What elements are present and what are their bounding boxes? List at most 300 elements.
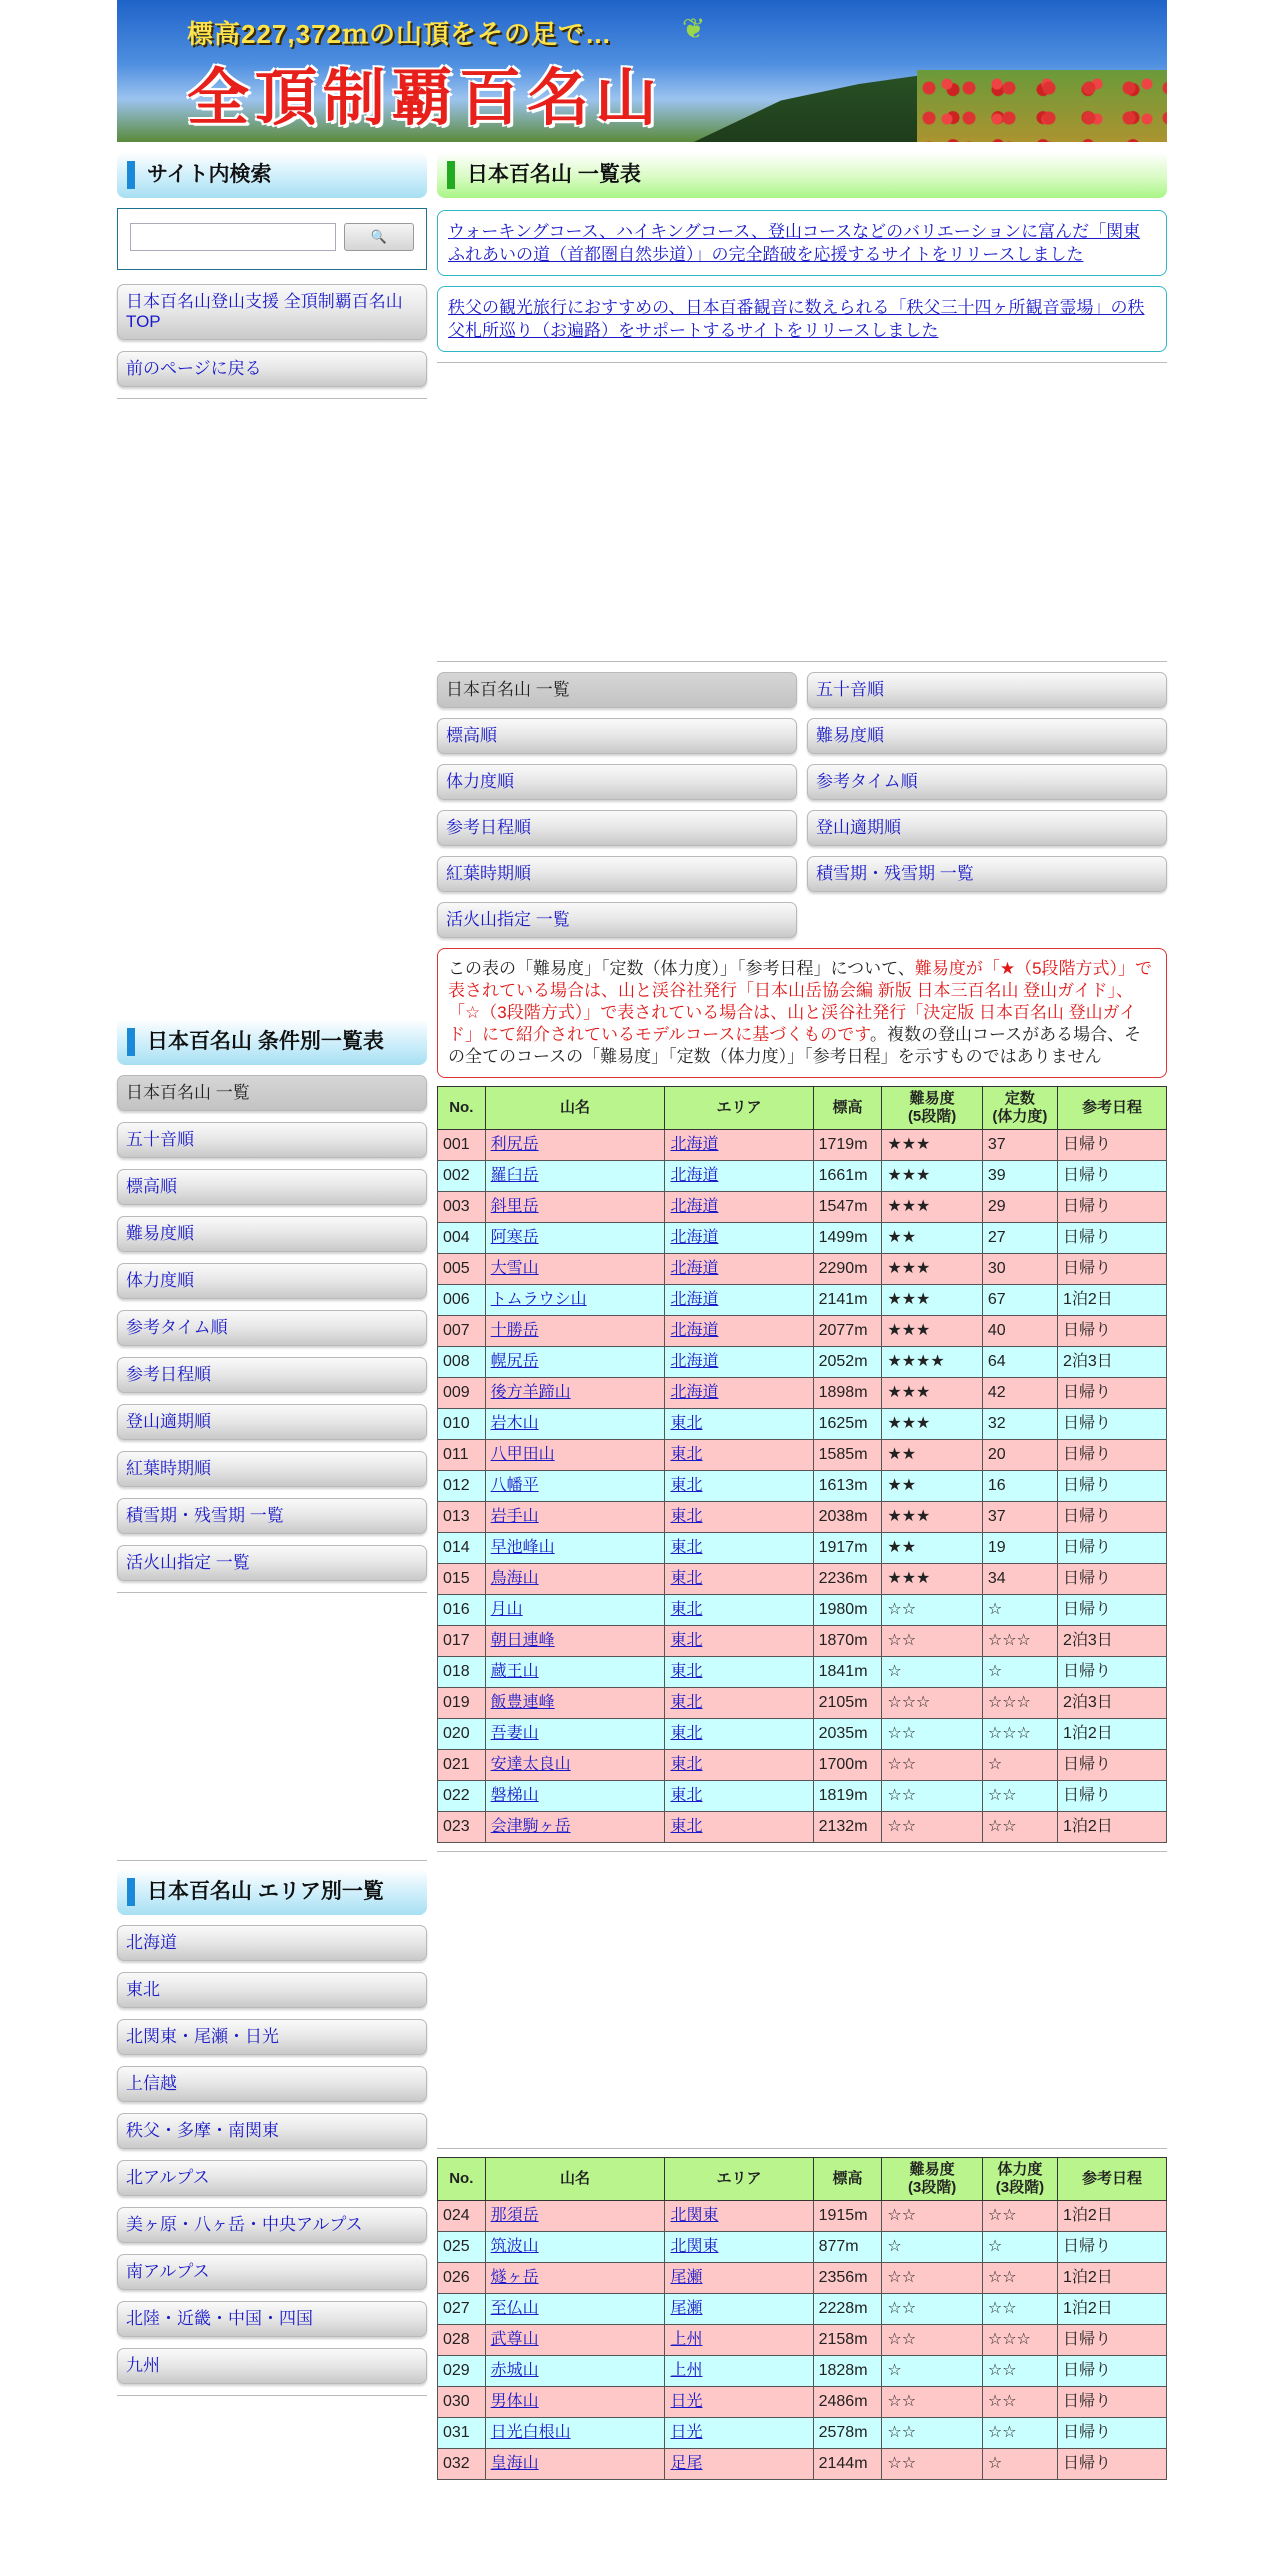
top-page-link[interactable]: 日本百名山登山支援 全頂制覇百名山TOP <box>117 284 427 340</box>
cell-no: 006 <box>438 1285 486 1316</box>
menu-item-time[interactable]: 参考タイム順 <box>807 764 1167 800</box>
area-link[interactable]: 北海道 <box>670 1198 719 1215</box>
table-row <box>438 1130 1167 1161</box>
cond-item-gojuon[interactable]: 五十音順 <box>117 1122 427 1158</box>
mountain-name-link[interactable]: 那須岳 <box>490 2207 539 2224</box>
cell-difficulty: ☆ <box>882 1657 983 1688</box>
cell-name <box>485 1378 665 1409</box>
table-row <box>438 1192 1167 1223</box>
cell-name <box>485 2325 665 2356</box>
cell-no: 022 <box>438 1781 486 1812</box>
mountain-name-link[interactable]: 吾妻山 <box>490 1725 539 1742</box>
cell-altitude: 2228m <box>813 2294 882 2325</box>
cell-name <box>485 2294 665 2325</box>
cell-difficulty: ★★★ <box>882 1564 983 1595</box>
cell-stamina: 34 <box>982 1564 1057 1595</box>
cell-schedule: 日帰り <box>1057 2325 1166 2356</box>
cell-schedule: 日帰り <box>1057 1409 1166 1440</box>
mountain-name-link[interactable]: 男体山 <box>490 2393 539 2410</box>
cell-area <box>665 1223 813 1254</box>
area-link[interactable]: 北関東 <box>670 2238 719 2255</box>
cell-area <box>665 1781 813 1812</box>
cell-difficulty: ☆ <box>882 2356 983 2387</box>
cell-area <box>665 1471 813 1502</box>
cell-stamina: ☆☆ <box>982 2201 1057 2232</box>
area-link[interactable]: 北海道 <box>670 1353 719 1370</box>
cell-difficulty: ★★★ <box>882 1316 983 1347</box>
area-link[interactable]: 北海道 <box>670 1322 719 1339</box>
menu-item-autumn[interactable]: 紅葉時期順 <box>437 856 797 892</box>
area-item-tohoku[interactable]: 東北 <box>117 1972 427 2008</box>
cell-area <box>665 1409 813 1440</box>
cell-area <box>665 1626 813 1657</box>
cell-altitude: 2052m <box>813 1347 882 1378</box>
site-banner[interactable] <box>117 0 1167 142</box>
cell-altitude: 1700m <box>813 1750 882 1781</box>
area-link[interactable]: 尾瀬 <box>670 2269 703 2286</box>
cell-area <box>665 1657 813 1688</box>
cell-difficulty: ★★ <box>882 1533 983 1564</box>
cell-stamina: ☆☆ <box>982 2387 1057 2418</box>
cell-name <box>485 1285 665 1316</box>
cell-stamina: 20 <box>982 1440 1057 1471</box>
cell-altitude: 2035m <box>813 1719 882 1750</box>
mountain-name-link[interactable]: 皇海山 <box>490 2455 539 2472</box>
mountain-table-2 <box>437 2157 1167 2480</box>
cond-item-snow[interactable]: 積雪期・残雪期 一覧 <box>117 1498 427 1534</box>
table-note <box>437 948 1167 1078</box>
table-row <box>438 1812 1167 1843</box>
main-content <box>437 152 1167 2480</box>
cell-altitude: 1585m <box>813 1440 882 1471</box>
menu-item-gojuon[interactable]: 五十音順 <box>807 672 1167 708</box>
cell-altitude: 1661m <box>813 1161 882 1192</box>
cell-schedule: 日帰り <box>1057 1130 1166 1161</box>
area-link[interactable]: 足尾 <box>670 2455 703 2472</box>
mountain-name-link[interactable]: 蔵王山 <box>490 1663 539 1680</box>
menu-item-stamina[interactable]: 体力度順 <box>437 764 797 800</box>
cell-no: 030 <box>438 2387 486 2418</box>
table-row <box>438 1781 1167 1812</box>
search-icon: 🔍 <box>370 229 388 244</box>
area-item-joshinetsu[interactable]: 上信越 <box>117 2066 427 2102</box>
note-text: 。複数の登山コースがある場合、その全てのコースの「難易度」「定数（体力度）」「参考日程」を示すものではありません <box>448 1025 1142 1066</box>
cell-area <box>665 1564 813 1595</box>
cond-item-list[interactable]: 日本百名山 一覧 <box>117 1075 427 1111</box>
cell-altitude: 2578m <box>813 2418 882 2449</box>
area-link[interactable]: 日光 <box>670 2393 703 2410</box>
cell-name <box>485 1595 665 1626</box>
mountain-name-link[interactable]: 阿寒岳 <box>490 1229 539 1246</box>
mountain-name-link[interactable]: 岩木山 <box>490 1415 539 1432</box>
area-link[interactable]: 東北 <box>670 1539 703 1556</box>
cond-item-autumn[interactable]: 紅葉時期順 <box>117 1451 427 1487</box>
area-link[interactable]: 東北 <box>670 1663 703 1680</box>
cell-name <box>485 1750 665 1781</box>
cell-name <box>485 1564 665 1595</box>
area-link[interactable]: 北海道 <box>670 1384 719 1401</box>
area-item-kitakanto[interactable]: 北関東・尾瀬・日光 <box>117 2019 427 2055</box>
cell-name <box>485 1719 665 1750</box>
area-link[interactable]: 北海道 <box>670 1167 719 1184</box>
mountain-name-link[interactable]: 八幡平 <box>490 1477 539 1494</box>
cell-area <box>665 2418 813 2449</box>
notice-box <box>437 286 1167 352</box>
area-section-title: 日本百名山 エリア別一覧 <box>117 1869 427 1915</box>
menu-item-snow[interactable]: 積雪期・残雪期 一覧 <box>807 856 1167 892</box>
cell-area <box>665 2201 813 2232</box>
cell-stamina: ☆☆☆ <box>982 1719 1057 1750</box>
area-link[interactable]: 北海道 <box>670 1260 719 1277</box>
area-link[interactable]: 尾瀬 <box>670 2300 703 2317</box>
area-link[interactable]: 東北 <box>670 1508 703 1525</box>
cell-difficulty: ☆☆ <box>882 1781 983 1812</box>
area-nav <box>117 1925 427 2384</box>
cell-stamina: 64 <box>982 1347 1057 1378</box>
mountain-name-link[interactable]: 斜里岳 <box>490 1198 539 1215</box>
area-link[interactable]: 東北 <box>670 1787 703 1804</box>
area-link[interactable]: 北海道 <box>670 1229 719 1246</box>
area-link[interactable]: 北海道 <box>670 1291 719 1308</box>
column-header: 難易度 (5段階) <box>882 1087 983 1130</box>
cell-stamina: 37 <box>982 1130 1057 1161</box>
mountain-name-link[interactable]: トムラウシ山 <box>490 1291 587 1308</box>
cell-no: 025 <box>438 2232 486 2263</box>
cell-schedule: 日帰り <box>1057 1254 1166 1285</box>
cell-no: 031 <box>438 2418 486 2449</box>
cell-altitude: 2132m <box>813 1812 882 1843</box>
area-link[interactable]: 東北 <box>670 1694 703 1711</box>
cell-altitude: 1828m <box>813 2356 882 2387</box>
area-item-chichibu[interactable]: 秩父・多摩・南関東 <box>117 2113 427 2149</box>
condition-menu <box>437 672 1167 938</box>
area-link[interactable]: 東北 <box>670 1756 703 1773</box>
table-row <box>438 1440 1167 1471</box>
column-header: 山名 <box>485 1087 665 1130</box>
area-link[interactable]: 東北 <box>670 1725 703 1742</box>
cond-item-time[interactable]: 参考タイム順 <box>117 1310 427 1346</box>
column-header: 定数 (体力度) <box>982 1087 1057 1130</box>
cell-no: 019 <box>438 1688 486 1719</box>
mountain-name-link[interactable]: 鳥海山 <box>490 1570 539 1587</box>
cell-name <box>485 1347 665 1378</box>
cell-name <box>485 1502 665 1533</box>
cell-name <box>485 2418 665 2449</box>
cell-area <box>665 2449 813 2480</box>
cell-name <box>485 1657 665 1688</box>
cell-no: 003 <box>438 1192 486 1223</box>
area-link[interactable]: 東北 <box>670 1477 703 1494</box>
cell-no: 017 <box>438 1626 486 1657</box>
cell-schedule: 1泊2日 <box>1057 1285 1166 1316</box>
cell-schedule: 2泊3日 <box>1057 1626 1166 1657</box>
menu-item-volcano[interactable]: 活火山指定 一覧 <box>437 902 797 938</box>
table-row <box>438 1626 1167 1657</box>
cell-difficulty: ★★★ <box>882 1161 983 1192</box>
cell-no: 018 <box>438 1657 486 1688</box>
cell-altitude: 2158m <box>813 2325 882 2356</box>
cell-stamina: ☆ <box>982 1595 1057 1626</box>
cell-altitude: 1841m <box>813 1657 882 1688</box>
cell-area <box>665 1812 813 1843</box>
cell-area <box>665 2232 813 2263</box>
back-link[interactable]: 前のページに戻る <box>117 351 427 387</box>
cell-difficulty: ☆☆ <box>882 1595 983 1626</box>
cell-schedule: 日帰り <box>1057 1316 1166 1347</box>
cell-altitude: 2290m <box>813 1254 882 1285</box>
cell-difficulty: ★★ <box>882 1471 983 1502</box>
cell-name <box>485 1409 665 1440</box>
cell-name <box>485 1192 665 1223</box>
menu-item-season[interactable]: 登山適期順 <box>807 810 1167 846</box>
cell-area <box>665 2356 813 2387</box>
cell-altitude: 1625m <box>813 1409 882 1440</box>
cell-area <box>665 1254 813 1285</box>
cell-no: 016 <box>438 1595 486 1626</box>
cell-name <box>485 2232 665 2263</box>
cell-altitude: 2356m <box>813 2263 882 2294</box>
cond-item-volcano[interactable]: 活火山指定 一覧 <box>117 1545 427 1581</box>
cond-item-stamina[interactable]: 体力度順 <box>117 1263 427 1299</box>
cell-altitude: 1915m <box>813 2201 882 2232</box>
cell-altitude: 2144m <box>813 2449 882 2480</box>
mountain-name-link[interactable]: 磐梯山 <box>490 1787 539 1804</box>
cell-stamina: 39 <box>982 1161 1057 1192</box>
ad-space <box>117 399 427 1019</box>
cell-altitude: 2077m <box>813 1316 882 1347</box>
cell-name <box>485 1781 665 1812</box>
cell-area <box>665 1688 813 1719</box>
mountain-name-link[interactable]: 武尊山 <box>490 2331 539 2348</box>
area-link[interactable]: 上州 <box>670 2331 703 2348</box>
area-item-kyushu[interactable]: 九州 <box>117 2348 427 2384</box>
menu-item-schedule[interactable]: 参考日程順 <box>437 810 797 846</box>
area-link[interactable]: 東北 <box>670 1415 703 1432</box>
table-row <box>438 1688 1167 1719</box>
cell-area <box>665 1161 813 1192</box>
ad-space <box>437 363 1167 659</box>
area-item-hokkaido[interactable]: 北海道 <box>117 1925 427 1961</box>
mountain-name-link[interactable]: 幌尻岳 <box>490 1353 539 1370</box>
mountain-name-link[interactable]: 早池峰山 <box>490 1539 555 1556</box>
column-header: 標高 <box>813 2158 882 2201</box>
cell-stamina: ☆ <box>982 1750 1057 1781</box>
table-row <box>438 1719 1167 1750</box>
page-title: 日本百名山 一覧表 <box>437 152 1167 198</box>
cell-no: 008 <box>438 1347 486 1378</box>
cell-no: 021 <box>438 1750 486 1781</box>
area-link[interactable]: 東北 <box>670 1446 703 1463</box>
table-row <box>438 1750 1167 1781</box>
cell-no: 002 <box>438 1161 486 1192</box>
cell-schedule: 日帰り <box>1057 2449 1166 2480</box>
cell-name <box>485 1626 665 1657</box>
mountain-name-link[interactable]: 十勝岳 <box>490 1322 539 1339</box>
cell-area <box>665 1750 813 1781</box>
mountain-name-link[interactable]: 羅臼岳 <box>490 1167 539 1184</box>
column-header: 参考日程 <box>1057 1087 1166 1130</box>
table-row <box>438 1347 1167 1378</box>
table-row <box>438 1161 1167 1192</box>
mountain-name-link[interactable]: 月山 <box>490 1601 523 1618</box>
cell-area <box>665 1719 813 1750</box>
cell-no: 001 <box>438 1130 486 1161</box>
search-button[interactable] <box>344 223 414 251</box>
banner-subtitle: 標高227,372ｍの山頂をその足で… <box>187 19 612 49</box>
cell-stamina: ☆☆☆ <box>982 1688 1057 1719</box>
mountain-name-link[interactable]: 至仏山 <box>490 2300 539 2317</box>
area-link[interactable]: 東北 <box>670 1818 703 1835</box>
mountain-name-link[interactable]: 安達太良山 <box>490 1756 571 1773</box>
cell-schedule: 日帰り <box>1057 1223 1166 1254</box>
mountain-name-link[interactable]: 会津駒ヶ岳 <box>490 1818 571 1835</box>
mountain-name-link[interactable]: 日光白根山 <box>490 2424 571 2441</box>
cell-difficulty: ☆ <box>882 2232 983 2263</box>
cond-item-altitude[interactable]: 標高順 <box>117 1169 427 1205</box>
cell-no: 028 <box>438 2325 486 2356</box>
mountain-name-link[interactable]: 八甲田山 <box>490 1446 555 1463</box>
cell-area <box>665 1502 813 1533</box>
table-row <box>438 1471 1167 1502</box>
cell-stamina: 27 <box>982 1223 1057 1254</box>
cell-difficulty: ★★★ <box>882 1130 983 1161</box>
mountain-name-link[interactable]: 赤城山 <box>490 2362 539 2379</box>
cell-altitude: 2105m <box>813 1688 882 1719</box>
cell-difficulty: ★★★ <box>882 1254 983 1285</box>
cell-altitude: 1719m <box>813 1130 882 1161</box>
area-link[interactable]: 上州 <box>670 2362 703 2379</box>
mountain-name-link[interactable]: 岩手山 <box>490 1508 539 1525</box>
cond-item-difficulty[interactable]: 難易度順 <box>117 1216 427 1252</box>
cell-schedule: 2泊3日 <box>1057 1688 1166 1719</box>
cell-no: 009 <box>438 1378 486 1409</box>
notice-link-chichibu[interactable]: 秩父の観光旅行におすすめの、日本百番観音に数えられる「秩父三十四ヶ所観音霊場」の秩父札所巡り（お遍路）をサポートするサイトをリリースしました <box>448 298 1145 340</box>
ad-space <box>437 1852 1167 2146</box>
cell-no: 014 <box>438 1533 486 1564</box>
column-header: 山名 <box>485 2158 665 2201</box>
page-wrapper <box>117 0 1167 2568</box>
area-link[interactable]: 北海道 <box>670 1136 719 1153</box>
cell-stamina: ☆☆ <box>982 2356 1057 2387</box>
cell-stamina: 30 <box>982 1254 1057 1285</box>
table-row <box>438 1564 1167 1595</box>
cell-stamina: ☆☆ <box>982 2294 1057 2325</box>
cell-area <box>665 1285 813 1316</box>
ad-space <box>117 1593 427 1858</box>
cell-altitude: 1613m <box>813 1471 882 1502</box>
area-link[interactable]: 東北 <box>670 1570 703 1587</box>
menu-item-altitude[interactable]: 標高順 <box>437 718 797 754</box>
cell-area <box>665 1316 813 1347</box>
mountain-name-link[interactable]: 後方羊蹄山 <box>490 1384 571 1401</box>
mountain-name-link[interactable]: 朝日連峰 <box>490 1632 555 1649</box>
cell-difficulty: ★★★ <box>882 1502 983 1533</box>
cell-difficulty: ☆☆ <box>882 2387 983 2418</box>
cell-schedule: 1泊2日 <box>1057 2294 1166 2325</box>
cell-name <box>485 2201 665 2232</box>
area-item-minami-alps[interactable]: 南アルプス <box>117 2254 427 2290</box>
table-row <box>438 1316 1167 1347</box>
notice-link-kanto-fureai[interactable]: ウォーキングコース、ハイキングコース、登山コースなどのバリエーションに富んだ「関東ふれあいの道（首都圏自然歩道）」の完全踏破を応援するサイトをリリースしました <box>448 222 1141 264</box>
cell-schedule: 日帰り <box>1057 2418 1166 2449</box>
menu-item-difficulty[interactable]: 難易度順 <box>807 718 1167 754</box>
cell-schedule: 1泊2日 <box>1057 1719 1166 1750</box>
table-row <box>438 2294 1167 2325</box>
note-text-red: 難易度が「★（5段階方式）」で表されている場合は、山と渓谷社発行「日本山岳協会編 新版 日本三百名山 登山ガイド」、「☆（3段階方式）」で表されている場合は、山と渓谷社発行「決定版 日本百名山 登山ガイド」にて紹介されているモデルコースに基づくものです <box>448 959 1153 1044</box>
cond-item-schedule[interactable]: 参考日程順 <box>117 1357 427 1393</box>
search-input[interactable] <box>130 223 336 251</box>
cell-difficulty: ☆☆ <box>882 1750 983 1781</box>
cell-difficulty: ★★★ <box>882 1409 983 1440</box>
cell-schedule: 日帰り <box>1057 1564 1166 1595</box>
cell-schedule: 日帰り <box>1057 1440 1166 1471</box>
cell-schedule: 日帰り <box>1057 1657 1166 1688</box>
cell-no: 011 <box>438 1440 486 1471</box>
divider <box>117 2395 427 2396</box>
cell-schedule: 日帰り <box>1057 1378 1166 1409</box>
mountain-name-link[interactable]: 大雪山 <box>490 1260 539 1277</box>
table-row <box>438 2263 1167 2294</box>
cell-stamina: ☆☆ <box>982 1781 1057 1812</box>
cell-difficulty: ☆☆ <box>882 2449 983 2480</box>
cell-name <box>485 1130 665 1161</box>
cell-schedule: 日帰り <box>1057 2232 1166 2263</box>
cell-difficulty: ☆☆ <box>882 1626 983 1657</box>
cell-no: 024 <box>438 2201 486 2232</box>
cell-no: 007 <box>438 1316 486 1347</box>
cell-stamina: ☆☆☆ <box>982 1626 1057 1657</box>
cell-name <box>485 1440 665 1471</box>
cell-altitude: 2038m <box>813 1502 882 1533</box>
cell-altitude: 877m <box>813 2232 882 2263</box>
cell-name <box>485 1316 665 1347</box>
mountain-name-link[interactable]: 飯豊連峰 <box>490 1694 555 1711</box>
cell-name <box>485 1533 665 1564</box>
mountain-name-link[interactable]: 利尻岳 <box>490 1136 539 1153</box>
area-item-hokuriku[interactable]: 北陸・近畿・中国・四国 <box>117 2301 427 2337</box>
cell-altitude: 1547m <box>813 1192 882 1223</box>
table-row <box>438 2387 1167 2418</box>
area-link[interactable]: 日光 <box>670 2424 703 2441</box>
area-link[interactable]: 東北 <box>670 1601 703 1618</box>
area-link[interactable]: 北関東 <box>670 2207 719 2224</box>
cell-schedule: 日帰り <box>1057 1781 1166 1812</box>
table-row <box>438 2325 1167 2356</box>
cell-area <box>665 2325 813 2356</box>
cell-area <box>665 2294 813 2325</box>
cell-altitude: 1980m <box>813 1595 882 1626</box>
column-header: エリア <box>665 2158 813 2201</box>
table-row <box>438 2356 1167 2387</box>
area-link[interactable]: 東北 <box>670 1632 703 1649</box>
cell-stamina: 19 <box>982 1533 1057 1564</box>
area-item-chuo-alps[interactable]: 美ヶ原・八ヶ岳・中央アルプス <box>117 2207 427 2243</box>
mountain-name-link[interactable]: 筑波山 <box>490 2238 539 2255</box>
table-row <box>438 1533 1167 1564</box>
menu-item-list[interactable]: 日本百名山 一覧 <box>437 672 797 708</box>
table-row <box>438 1409 1167 1440</box>
sidebar <box>117 152 427 2396</box>
column-header: No. <box>438 1087 486 1130</box>
cell-schedule: 日帰り <box>1057 2387 1166 2418</box>
cond-item-season[interactable]: 登山適期順 <box>117 1404 427 1440</box>
mountain-name-link[interactable]: 燧ヶ岳 <box>490 2269 539 2286</box>
cell-stamina: ☆☆ <box>982 1812 1057 1843</box>
mountain-table-1 <box>437 1086 1167 1843</box>
cell-name <box>485 2356 665 2387</box>
area-item-kita-alps[interactable]: 北アルプス <box>117 2160 427 2196</box>
cell-schedule: 日帰り <box>1057 1750 1166 1781</box>
